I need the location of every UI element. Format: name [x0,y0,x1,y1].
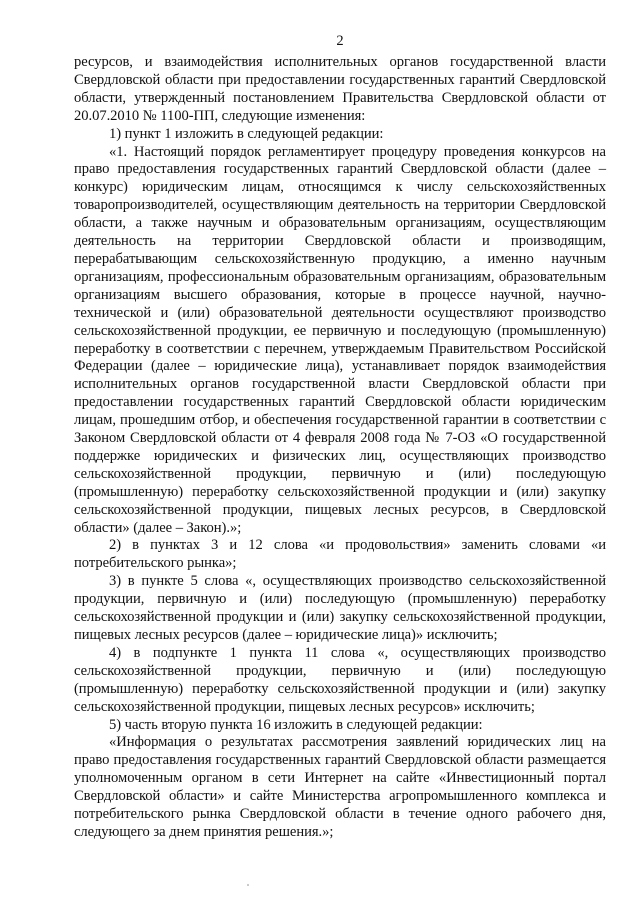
paragraph-item-2: 2) в пунктах 3 и 12 слова «и продовольствия» заменить словами «и потребительского рынка»; [74,537,606,572]
paragraph-item-1-text: «1. Настоящий порядок регламентирует процедуру проведения конкурсов на право предоставления государственных гарантий Свердловской области (далее – конкурс) юридическим лицам, относящимся к числу сельскохозяйственных товаропроизводителей, осуществляющим деятельность на территории Свердловской области, а также научным и образовательным организациям, осуществляющим деятельность на территории Свердловской области и производящим, перерабатывающим сельскохозяйственную продукцию, а именно научным организациям, профессиональным образовательным организациям, образовательным организациям высшего образования, которые в процессе научной, научно-технической и (или) образовательной деятельности осуществляют производство сельскохозяйственной продукции, ее первичную и последующую (промышленную) переработку в соответствии с перечнем, утверждаемым Правительством Российской Федерации (далее – юридические лица), устанавливает порядок взаимодействия исполнительных органов государственной власти Свердловской области при предоставлении государственных гарантий Свердловской области юридическим лицам, прошедшим отбор, и обеспечения государственной гарантии в соответствии с Законом Свердловской области от 4 февраля 2008 года № 7-ОЗ «О государственной поддержке юридических и физических лиц, осуществляющих производство сельскохозяйственной продукции, первичную и (или) последующую (промышленную) переработку сельскохозяйственной продукции и (или) закупку сельскохозяйственной продукции, пищевых лесных ресурсов, в Свердловской области» (далее – Закон).»; [74,143,606,536]
paragraph-item-1: 1) пункт 1 изложить в следующей редакции: [109,125,384,142]
paragraph-item-3: 3) в пункте 5 слова «, осуществляющих производство сельскохозяйственной продукции, первичную и (или) последующую (промышленную) переработку сельскохозяйственной продукции и (или) закупку сельскохозяйственной продукции, пищевых лесных ресурсов (далее – юридические лица)» исключить; [74,573,606,643]
scan-dot [247,884,249,886]
page-number: 2 [336,33,344,49]
paragraph-item-4: 4) в подпункте 1 пункта 11 слова «, осуществляющих производство сельскохозяйственной продукции, первичную и (или) последующую (промышленную) переработку сельскохозяйственной продукции и (или) закупку сельскохозяйственной продукции, пищевых лесных ресурсов» исключить; [74,644,606,715]
paragraph-item-5: 5) часть вторую пункта 16 изложить в следующей редакции: [109,716,483,733]
paragraph-item-5-text: «Информация о результатах рассмотрения заявлений юридических лиц на право предоставления государственных гарантий Свердловской области размещается уполномоченным органом в сети Интернет на сайте «Инвестиционный портал Свердловской области» и сайте Министерства агропромышленного комплекса и потребительского рынка Свердловской области в течение одного рабочего дня, следующего за днем принятия решения.»; [74,734,606,840]
paragraph-intro-continuation: ресурсов, и взаимодействия исполнительных органов государственной власти Свердловской области при предоставлении государственных гарантий Свердловской области, утвержденный постановлением Правительства Свердловской области от 20.07.2010 № 1100-ПП, следующие изменения: [74,54,606,124]
